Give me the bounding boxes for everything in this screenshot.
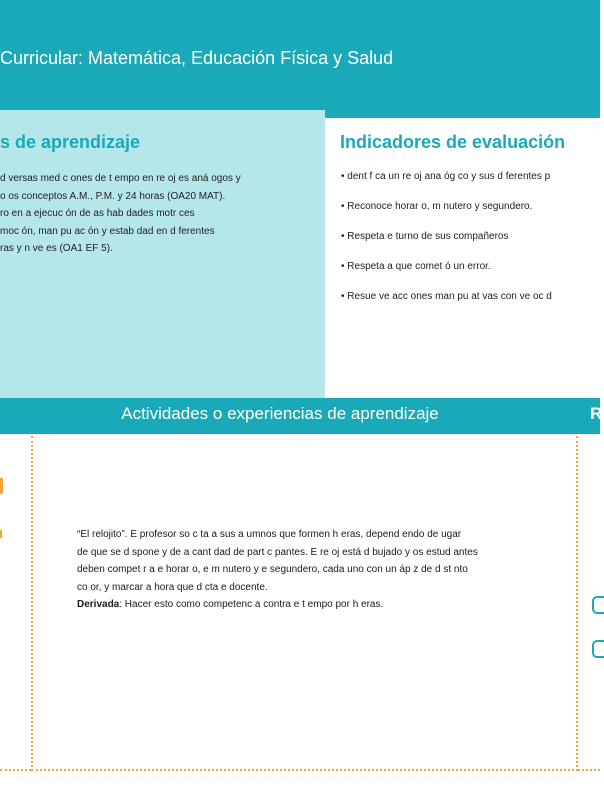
activity-line: deben compet r a e horar o, e m nutero y e segundero, cada uno con un áp z de d st nto — [77, 564, 468, 575]
variant-text: : Hacer esto como competenc a contra e t empo por h eras. — [119, 599, 384, 610]
objectives-line: ro en a ejecuc ón de as hab dades motr ces — [0, 208, 195, 219]
activities-title: Actividades o experiencias de aprendizaje — [121, 404, 439, 423]
page-title: Curricular: Matemática, Educación Física y Salud — [0, 48, 394, 68]
indicator-item: • Reconoce horar o, m nutero y segundero. — [341, 201, 533, 212]
objectives-line: moc ón, man pu ac ón y estab dad en d ferentes — [0, 225, 215, 237]
orange-marker — [0, 530, 2, 538]
activity-line: co or, y marcar a hora que d cta e docente. — [77, 581, 268, 593]
objectives-line: d versas med c ones de t empo en re oj es aná ogos y — [0, 173, 241, 184]
indicators-list — [341, 170, 600, 320]
variant-label: Derivada — [77, 599, 120, 610]
objectives-title: s de aprendizaje — [0, 132, 141, 152]
objectives-line: ras y n ve es (OA1 EF 5). — [0, 243, 113, 254]
resources-title: R — [590, 404, 603, 423]
indicator-item: • Respeta a que comet ó un error. — [341, 261, 491, 272]
objectives-text — [0, 170, 318, 258]
indicator-item: • dent f ca un re oj ana óg co y sus d ferentes p — [341, 171, 551, 182]
activity-lead: “El relojito”. — [77, 529, 128, 540]
activity-variant — [77, 596, 529, 614]
indicators-title: Indicadores de evaluación — [340, 132, 566, 152]
resource-hand-icon — [592, 640, 604, 658]
activity-line-rest: E profesor so c ta a sus a umnos que formen h eras, depend endo de ugar — [127, 529, 462, 540]
divider-dotted — [0, 769, 31, 771]
objectives-line: o os conceptos A.M., P.M. y 24 horas (OA20 MAT). — [0, 190, 226, 202]
indicator-item: • Resue ve acc ones man pu at vas con ve oc d — [341, 291, 552, 302]
divider-dotted — [578, 769, 600, 771]
orange-marker — [0, 478, 3, 494]
activity-line: de que se d spone y de a cant dad de part c pantes. E re oj está d bujado y os estud antes — [77, 546, 478, 558]
activity-description — [77, 526, 529, 614]
activity-line — [77, 526, 529, 544]
resource-clock-icon — [592, 596, 604, 614]
indicator-item: • Respeta e turno de sus compañeros — [341, 231, 509, 242]
